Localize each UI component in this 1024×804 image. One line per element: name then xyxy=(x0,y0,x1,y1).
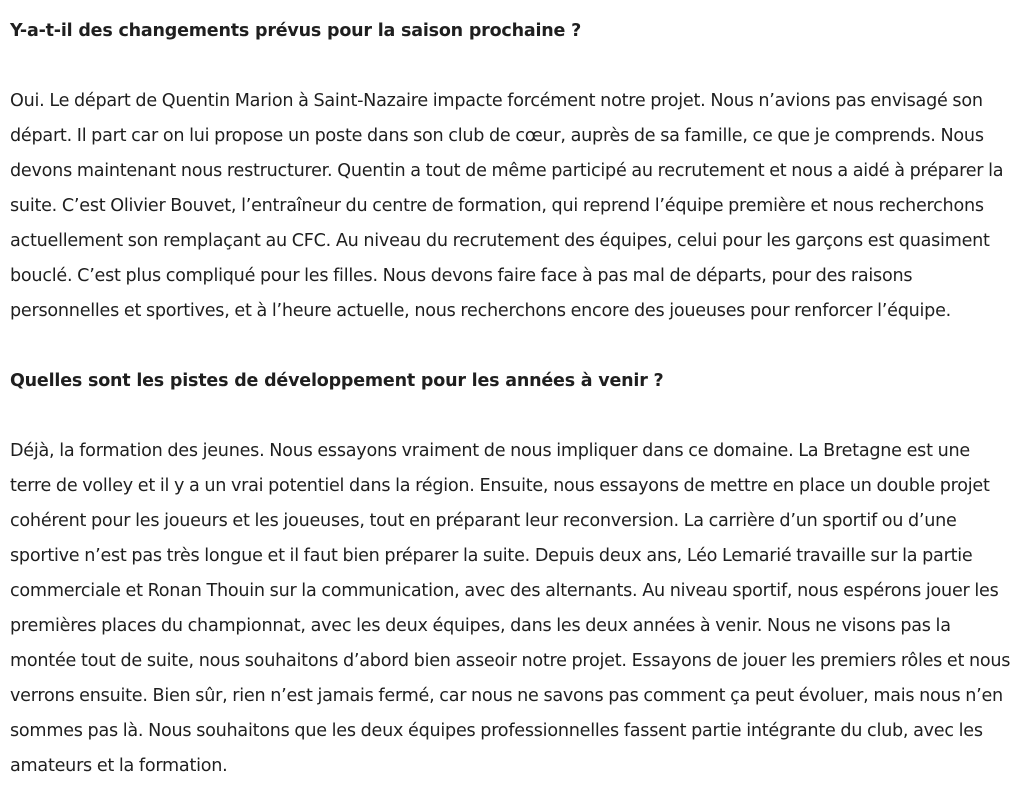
interview-question-heading: Quelles sont les pistes de développement pour les années à venir ? xyxy=(10,371,664,391)
interview-answer-paragraph: Oui. Le départ de Quentin Marion à Saint-Nazaire impacte forcément notre projet. Nous n’avions pas envisagé son départ. Il part car on lui propose un poste dans son club de cœur, auprès de sa famille, ce que je comprends. Nous devons maintenant nous restructurer. Quentin a tout de même participé au recrutement et nous a aidé à préparer la suite. C’est Olivier Bouvet, l’entraîneur du centre de formation, qui reprend l’équipe première et nous recherchons actuellement son remplaçant au CFC. Au niveau du recrutement des équipes, celui pour les garçons est quasiment bouclé. C’est plus compliqué pour les filles. Nous devons faire face à pas mal de départs, pour des raisons personnelles et sportives, et à l’heure actuelle, nous recherchons encore des joueuses pour renforcer l’équipe. xyxy=(10,91,1004,321)
interview-question-heading: Y-a-t-il des changements prévus pour la saison prochaine ? xyxy=(10,21,582,41)
interview-answer-paragraph: Déjà, la formation des jeunes. Nous essayons vraiment de nous impliquer dans ce domaine. La Bretagne est une terre de volley et il y a un vrai potentiel dans la région. Ensuite, nous essayons de mettre en place un double projet cohérent pour les joueurs et les joueuses, tout en préparant leur reconversion. La carrière d’un sportif ou d’une sportive n’est pas très longue et il faut bien préparer la suite. Depuis deux ans, Léo Lemarié travaille sur la partie commerciale et Ronan Thouin sur la communication, avec des alternants. Au niveau sportif, nous espérons jouer les premières places du championnat, avec les deux équipes, dans les deux années à venir. Nous ne visons pas la montée tout de suite, nous souhaitons d’abord bien asseoir notre projet. Essayons de jouer les premiers rôles et nous verrons ensuite. Bien sûr, rien n’est jamais fermé, car nous ne savons pas comment ça peut évoluer, mais nous n’en sommes pas là. Nous souhaitons que les deux équipes professionnelles fassent partie intégrante du club, avec les amateurs et la formation. xyxy=(10,441,1011,776)
